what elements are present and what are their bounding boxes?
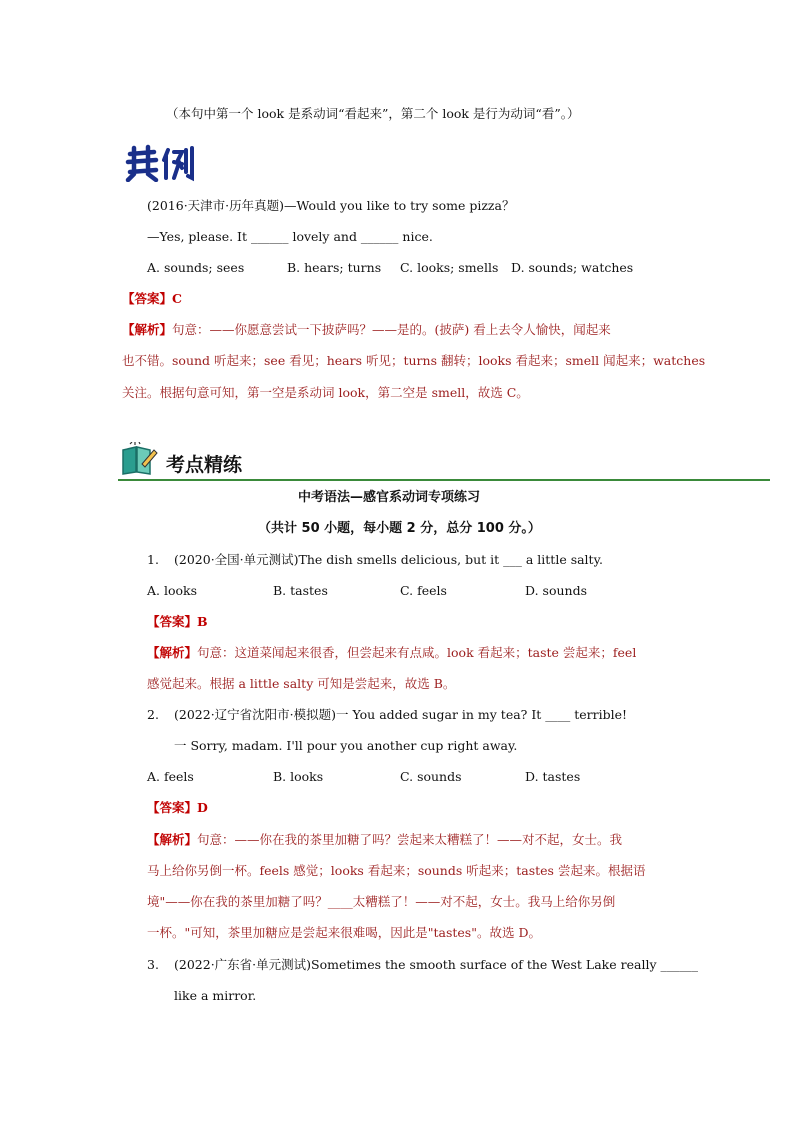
question-1-text: (2020·全国·单元测试)The dish smells delicious, but it ___ a little salty. — [174, 552, 603, 567]
analysis-text: 句意：这道菜闻起来很香，但尝起来有点咸。look 看起来；taste 尝起来；feel — [197, 645, 637, 660]
question-1-answer — [147, 614, 208, 630]
question-1-option-a: A. looks — [147, 583, 198, 598]
section-divider — [118, 479, 770, 481]
question-1-option-b: B. tastes — [273, 583, 328, 598]
question-1-analysis-2: 感觉起来。根据 a little salty 可知是尝起来，故选 B。 — [147, 676, 456, 691]
example-analysis-1 — [122, 322, 611, 338]
analysis-tag: 【解析】 — [147, 832, 198, 847]
note-line: （本句中第一个 look 是系动词“看起来”，第二个 look 是行为动词“看”。） — [166, 106, 580, 121]
example-option-b: B. hears; turns — [287, 260, 382, 275]
question-1-number: 1. — [147, 552, 159, 567]
example-option-a: A. sounds; sees — [147, 260, 245, 275]
analysis-tag: 【解析】 — [122, 322, 173, 337]
example-source: (2016·天津市·历年真题)—Would you like to try some pizza？ — [147, 198, 515, 213]
question-3-text: (2022·广东省·单元测试)Sometimes the smooth surface of the West Lake really ______ — [174, 957, 698, 972]
example-analysis-3: 关注。根据句意可知，第一空是系动词 look，第二空是 smell，故选 C。 — [122, 385, 529, 400]
section-info: （共计 50 小题，每小题 2 分，总分 100 分。） — [258, 521, 541, 536]
example-analysis-2: 也不错。sound 听起来；see 看见；hears 听见；turns 翻转；looks 看起来；smell 闻起来；watches — [122, 353, 706, 368]
question-2-analysis-4: 一杯。"可知，茶里加糖应是尝起来很难喝，因此是"tastes"。故选 D。 — [147, 925, 541, 940]
question-1-analysis-1 — [147, 645, 636, 661]
question-2-option-b: B. looks — [273, 769, 324, 784]
answer-value: B — [197, 614, 208, 629]
example-logo-art — [124, 142, 204, 182]
example-logo-text — [204, 142, 205, 143]
answer-tag: 【答案】 — [147, 614, 198, 629]
question-2-analysis-3: 境"——你在我的茶里加糖了吗？____太糟糕了！——对不起，女士。我马上给你另倒 — [147, 894, 616, 909]
question-2-analysis-1 — [147, 832, 622, 848]
example-answer — [122, 291, 182, 307]
example-line2: —Yes, please. It ______ lovely and ______ nice. — [147, 229, 433, 244]
question-1-option-c: C. feels — [400, 583, 447, 598]
question-2-number: 2. — [147, 707, 159, 722]
question-2-answer — [147, 800, 208, 816]
book-icon — [120, 442, 158, 476]
example-logo — [124, 142, 204, 182]
question-2-option-c: C. sounds — [400, 769, 462, 784]
analysis-tag: 【解析】 — [147, 645, 198, 660]
answer-tag: 【答案】 — [122, 291, 173, 306]
section-subtitle: 中考语法—感官系动词专项练习 — [298, 490, 481, 505]
answer-value: D — [197, 800, 208, 815]
question-2-option-a: A. feels — [147, 769, 194, 784]
question-2-line2: 一 Sorry, madam. I'll pour you another cup right away. — [174, 738, 518, 753]
example-option-d: D. sounds; watches — [511, 260, 634, 275]
section-title: 考点精练 — [166, 454, 243, 476]
answer-value: C — [172, 291, 182, 306]
question-2-option-d: D. tastes — [525, 769, 581, 784]
question-3-line2: like a mirror. — [174, 988, 257, 1003]
question-2-text: (2022·辽宁省沈阳市·模拟题)一 You added sugar in my tea? It ____ terrible! — [174, 707, 628, 722]
example-option-c: C. looks; smells — [400, 260, 499, 275]
answer-tag: 【答案】 — [147, 800, 198, 815]
analysis-text: 句意：——你在我的茶里加糖了吗？尝起来太糟糕了！——对不起，女士。我 — [197, 832, 623, 847]
question-2-analysis-2: 马上给你另倒一杯。feels 感觉；looks 看起来；sounds 听起来；tastes 尝起来。根据语 — [147, 863, 646, 878]
analysis-text: 句意：——你愿意尝试一下披萨吗？——是的。(披萨) 看上去令人愉快，闻起来 — [172, 322, 611, 337]
question-3-number: 3. — [147, 957, 159, 972]
question-1-option-d: D. sounds — [525, 583, 587, 598]
